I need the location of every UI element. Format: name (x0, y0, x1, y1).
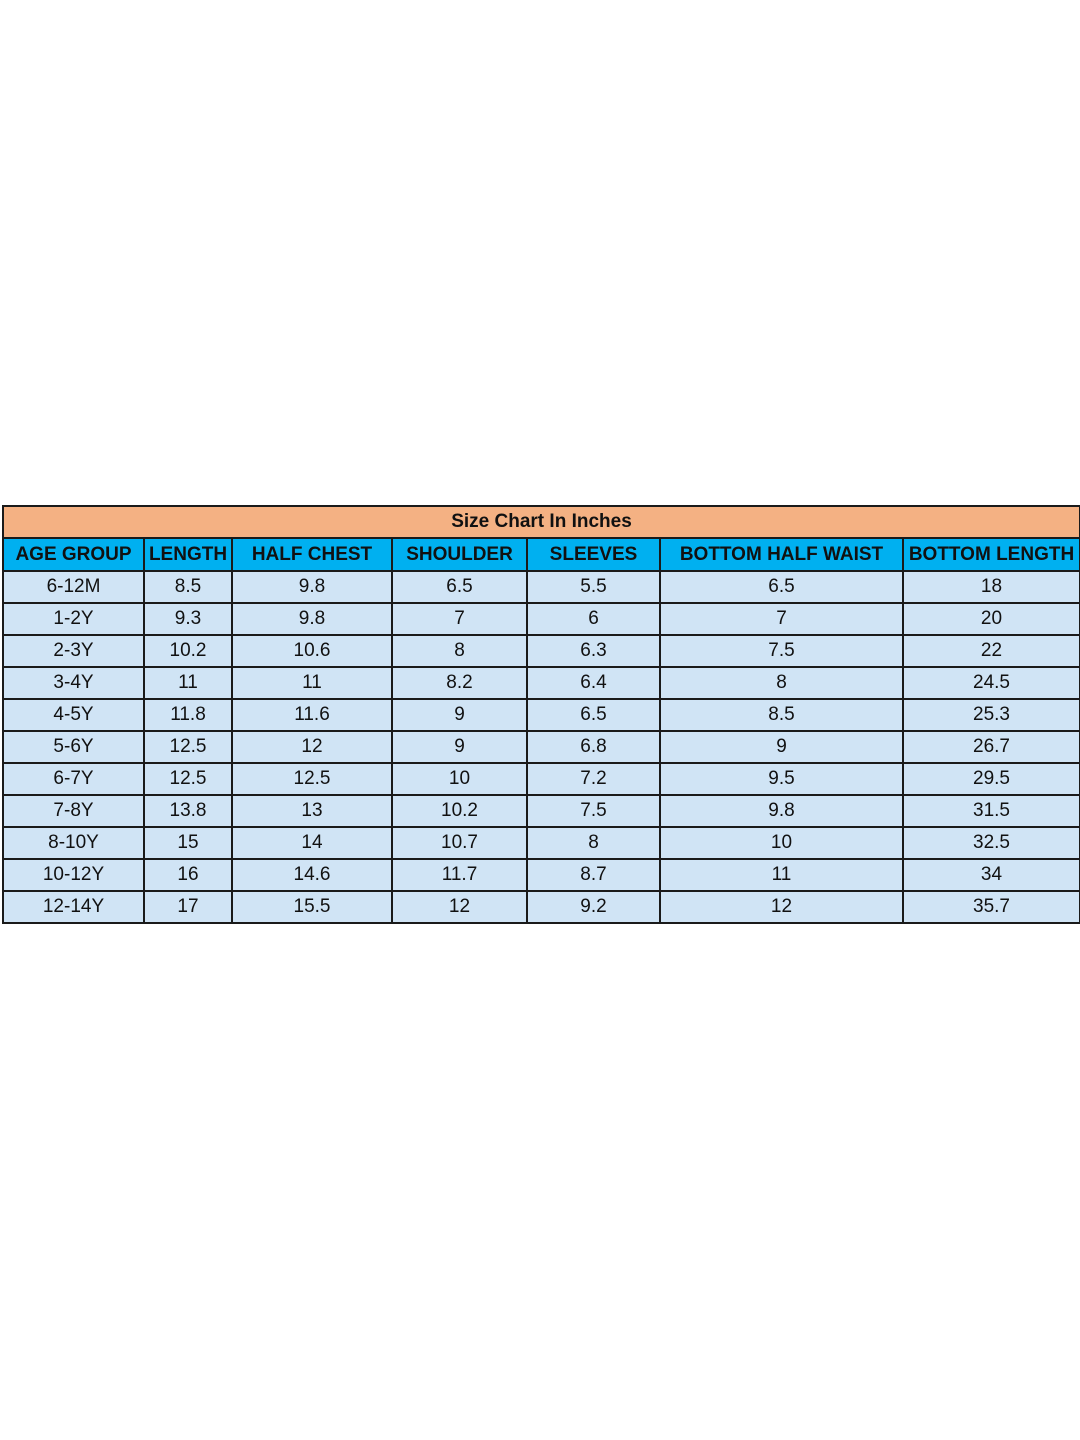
measurement-cell: 16 (144, 859, 232, 891)
measurement-cell: 10 (660, 827, 903, 859)
measurement-cell: 8.5 (144, 571, 232, 603)
measurement-cell: 11.6 (232, 699, 392, 731)
measurement-cell: 8 (527, 827, 660, 859)
measurement-cell: 8 (392, 635, 527, 667)
column-header: AGE GROUP (3, 538, 144, 571)
measurement-cell: 7 (660, 603, 903, 635)
measurement-cell: 11 (232, 667, 392, 699)
age-group-cell: 12-14Y (3, 891, 144, 923)
measurement-cell: 6.8 (527, 731, 660, 763)
measurement-cell: 24.5 (903, 667, 1080, 699)
measurement-cell: 6.5 (660, 571, 903, 603)
age-group-cell: 7-8Y (3, 795, 144, 827)
measurement-cell: 10.2 (144, 635, 232, 667)
measurement-cell: 13 (232, 795, 392, 827)
column-header: BOTTOM HALF WAIST (660, 538, 903, 571)
measurement-cell: 9.2 (527, 891, 660, 923)
table-row (3, 859, 1080, 891)
measurement-cell: 22 (903, 635, 1080, 667)
measurement-cell: 9.8 (660, 795, 903, 827)
measurement-cell: 9 (660, 731, 903, 763)
measurement-cell: 11 (144, 667, 232, 699)
measurement-cell: 7 (392, 603, 527, 635)
age-group-cell: 4-5Y (3, 699, 144, 731)
title-row (3, 506, 1080, 538)
measurement-cell: 12.5 (232, 763, 392, 795)
size-chart-table (2, 505, 1080, 924)
table-row (3, 795, 1080, 827)
measurement-cell: 20 (903, 603, 1080, 635)
measurement-cell: 15 (144, 827, 232, 859)
column-header: LENGTH (144, 538, 232, 571)
age-group-cell: 2-3Y (3, 635, 144, 667)
measurement-cell: 10.7 (392, 827, 527, 859)
measurement-cell: 12 (660, 891, 903, 923)
table-row (3, 827, 1080, 859)
measurement-cell: 9.8 (232, 603, 392, 635)
measurement-cell: 7.5 (527, 795, 660, 827)
measurement-cell: 10 (392, 763, 527, 795)
measurement-cell: 26.7 (903, 731, 1080, 763)
measurement-cell: 32.5 (903, 827, 1080, 859)
header-row (3, 538, 1080, 571)
measurement-cell: 14.6 (232, 859, 392, 891)
measurement-cell: 17 (144, 891, 232, 923)
table-row (3, 603, 1080, 635)
age-group-cell: 10-12Y (3, 859, 144, 891)
measurement-cell: 12.5 (144, 763, 232, 795)
measurement-cell: 12.5 (144, 731, 232, 763)
measurement-cell: 15.5 (232, 891, 392, 923)
age-group-cell: 8-10Y (3, 827, 144, 859)
age-group-cell: 6-7Y (3, 763, 144, 795)
measurement-cell: 13.8 (144, 795, 232, 827)
measurement-cell: 9.8 (232, 571, 392, 603)
table-row (3, 763, 1080, 795)
measurement-cell: 6.4 (527, 667, 660, 699)
table-row (3, 699, 1080, 731)
age-group-cell: 3-4Y (3, 667, 144, 699)
measurement-cell: 34 (903, 859, 1080, 891)
measurement-cell: 12 (232, 731, 392, 763)
measurement-cell: 35.7 (903, 891, 1080, 923)
measurement-cell: 11 (660, 859, 903, 891)
measurement-cell: 6 (527, 603, 660, 635)
measurement-cell: 7.2 (527, 763, 660, 795)
measurement-cell: 29.5 (903, 763, 1080, 795)
measurement-cell: 6.5 (392, 571, 527, 603)
age-group-cell: 1-2Y (3, 603, 144, 635)
measurement-cell: 10.6 (232, 635, 392, 667)
measurement-cell: 11.8 (144, 699, 232, 731)
measurement-cell: 11.7 (392, 859, 527, 891)
column-header: SHOULDER (392, 538, 527, 571)
measurement-cell: 10.2 (392, 795, 527, 827)
table-row (3, 667, 1080, 699)
measurement-cell: 25.3 (903, 699, 1080, 731)
column-header: BOTTOM LENGTH (903, 538, 1080, 571)
measurement-cell: 7.5 (660, 635, 903, 667)
column-header: HALF CHEST (232, 538, 392, 571)
table-body (3, 571, 1080, 923)
chart-title: Size Chart In Inches (3, 506, 1080, 538)
table-row (3, 891, 1080, 923)
measurement-cell: 9 (392, 699, 527, 731)
measurement-cell: 9.5 (660, 763, 903, 795)
measurement-cell: 9 (392, 731, 527, 763)
measurement-cell: 6.3 (527, 635, 660, 667)
table-row (3, 635, 1080, 667)
measurement-cell: 31.5 (903, 795, 1080, 827)
measurement-cell: 5.5 (527, 571, 660, 603)
size-chart-table-container (2, 505, 1079, 924)
measurement-cell: 9.3 (144, 603, 232, 635)
measurement-cell: 18 (903, 571, 1080, 603)
measurement-cell: 8.5 (660, 699, 903, 731)
table-row (3, 571, 1080, 603)
measurement-cell: 8.2 (392, 667, 527, 699)
measurement-cell: 12 (392, 891, 527, 923)
measurement-cell: 14 (232, 827, 392, 859)
measurement-cell: 8 (660, 667, 903, 699)
measurement-cell: 8.7 (527, 859, 660, 891)
age-group-cell: 5-6Y (3, 731, 144, 763)
measurement-cell: 6.5 (527, 699, 660, 731)
age-group-cell: 6-12M (3, 571, 144, 603)
column-header: SLEEVES (527, 538, 660, 571)
table-row (3, 731, 1080, 763)
